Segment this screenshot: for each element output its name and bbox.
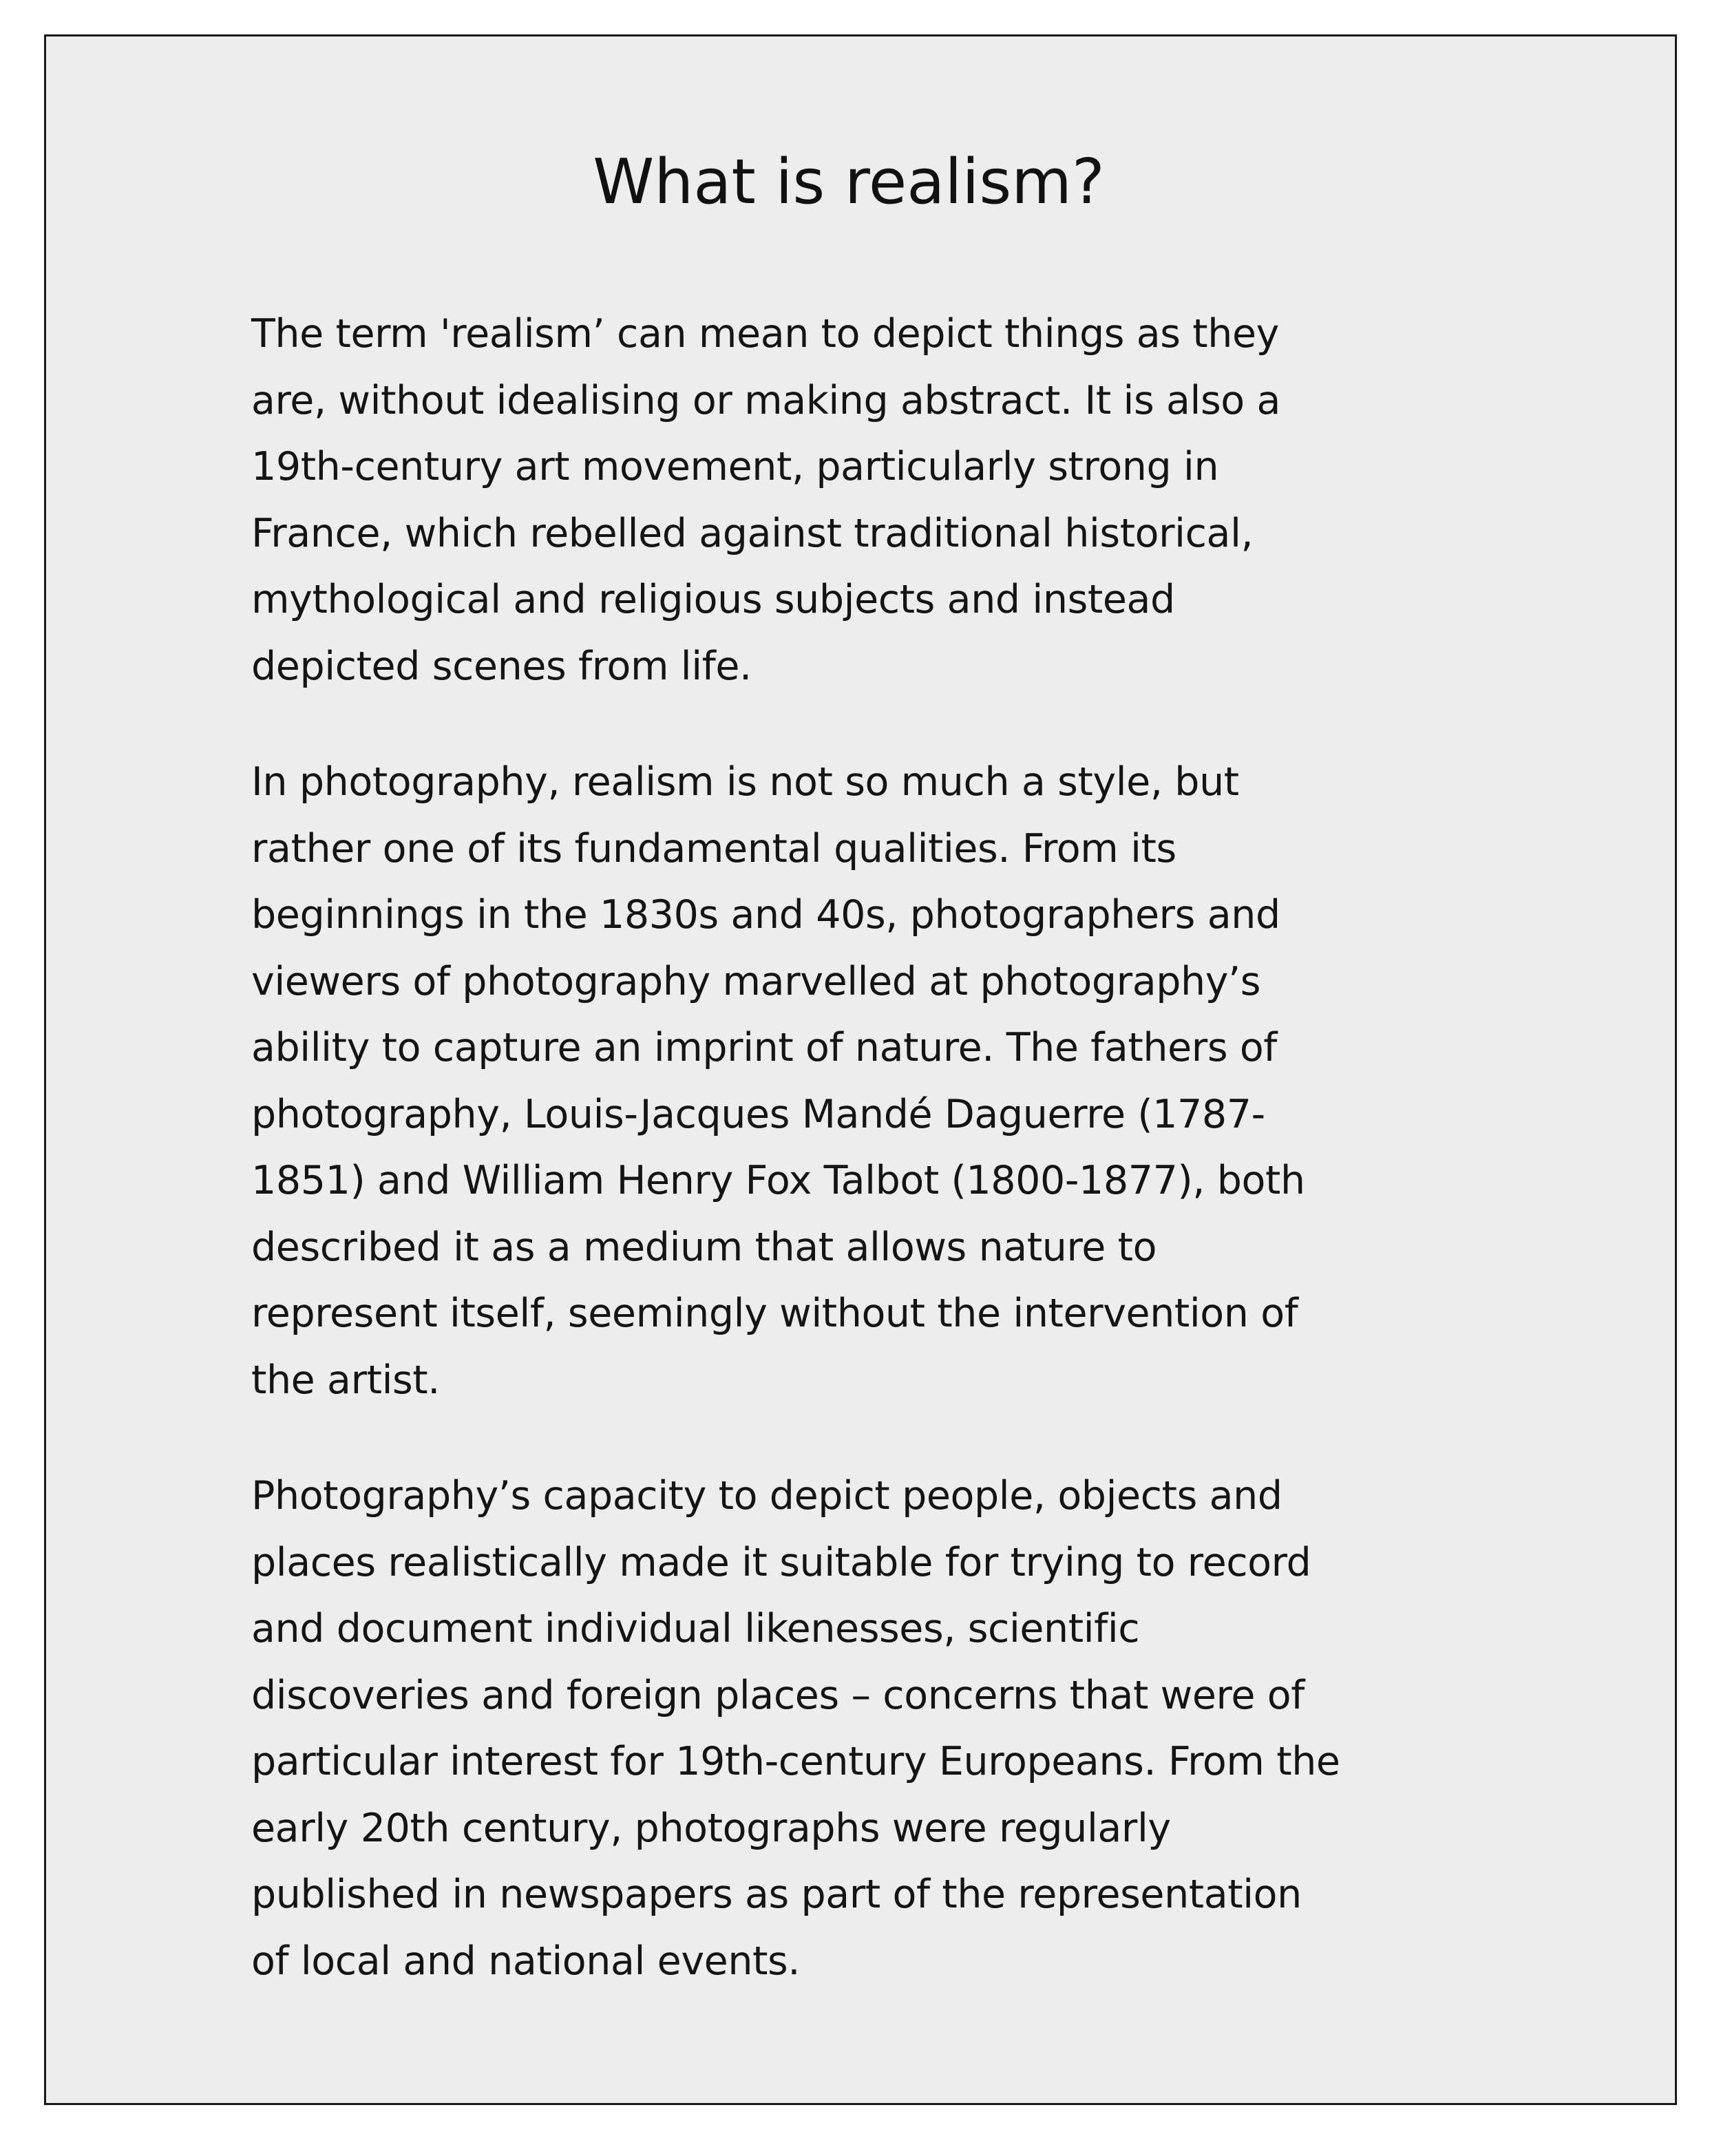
faded-overflow-text — [473, 2033, 1092, 2074]
paragraph-realism-definition: The term 'realism’ can mean to depict things as they are, without idealising or making abstract. It is also a 19th-century art movement, particularly strong in France, which rebelled against traditional historical, mythological and religious subjects and instead depicted scenes from life. — [251, 311, 1280, 689]
paragraph-realism-photography: In photography, realism is not so much a style, but rather one of its fundamental qualities. From its beginnings in the 1830s and 40s, photographers and viewers of photography marvelled at photography’s ability to capture an imprint of nature. The fathers of photography, Louis-Jacques Mandé Daguerre (1787- 1851) and William Henry Fox Talbot (1800-1877), both described it as a medium that allows nature to represent itself, seemingly without the intervention of the artist. — [251, 759, 1305, 1403]
article-panel — [44, 34, 1677, 2105]
paragraph-photography-capacity: Photography’s capacity to depict people, objects and places realistically made it suitable for trying to record and document individual likenesses, scientific discoveries and foreign places – concerns that were of particular interest for 19th-century Europeans. From the early 20th century, photographs were regularly published in newspapers as part of the representation of local and national events. — [251, 1473, 1340, 1984]
article-body — [251, 301, 1518, 2044]
article-title — [46, 148, 1677, 216]
article-title-text: What is realism? — [593, 146, 1105, 218]
